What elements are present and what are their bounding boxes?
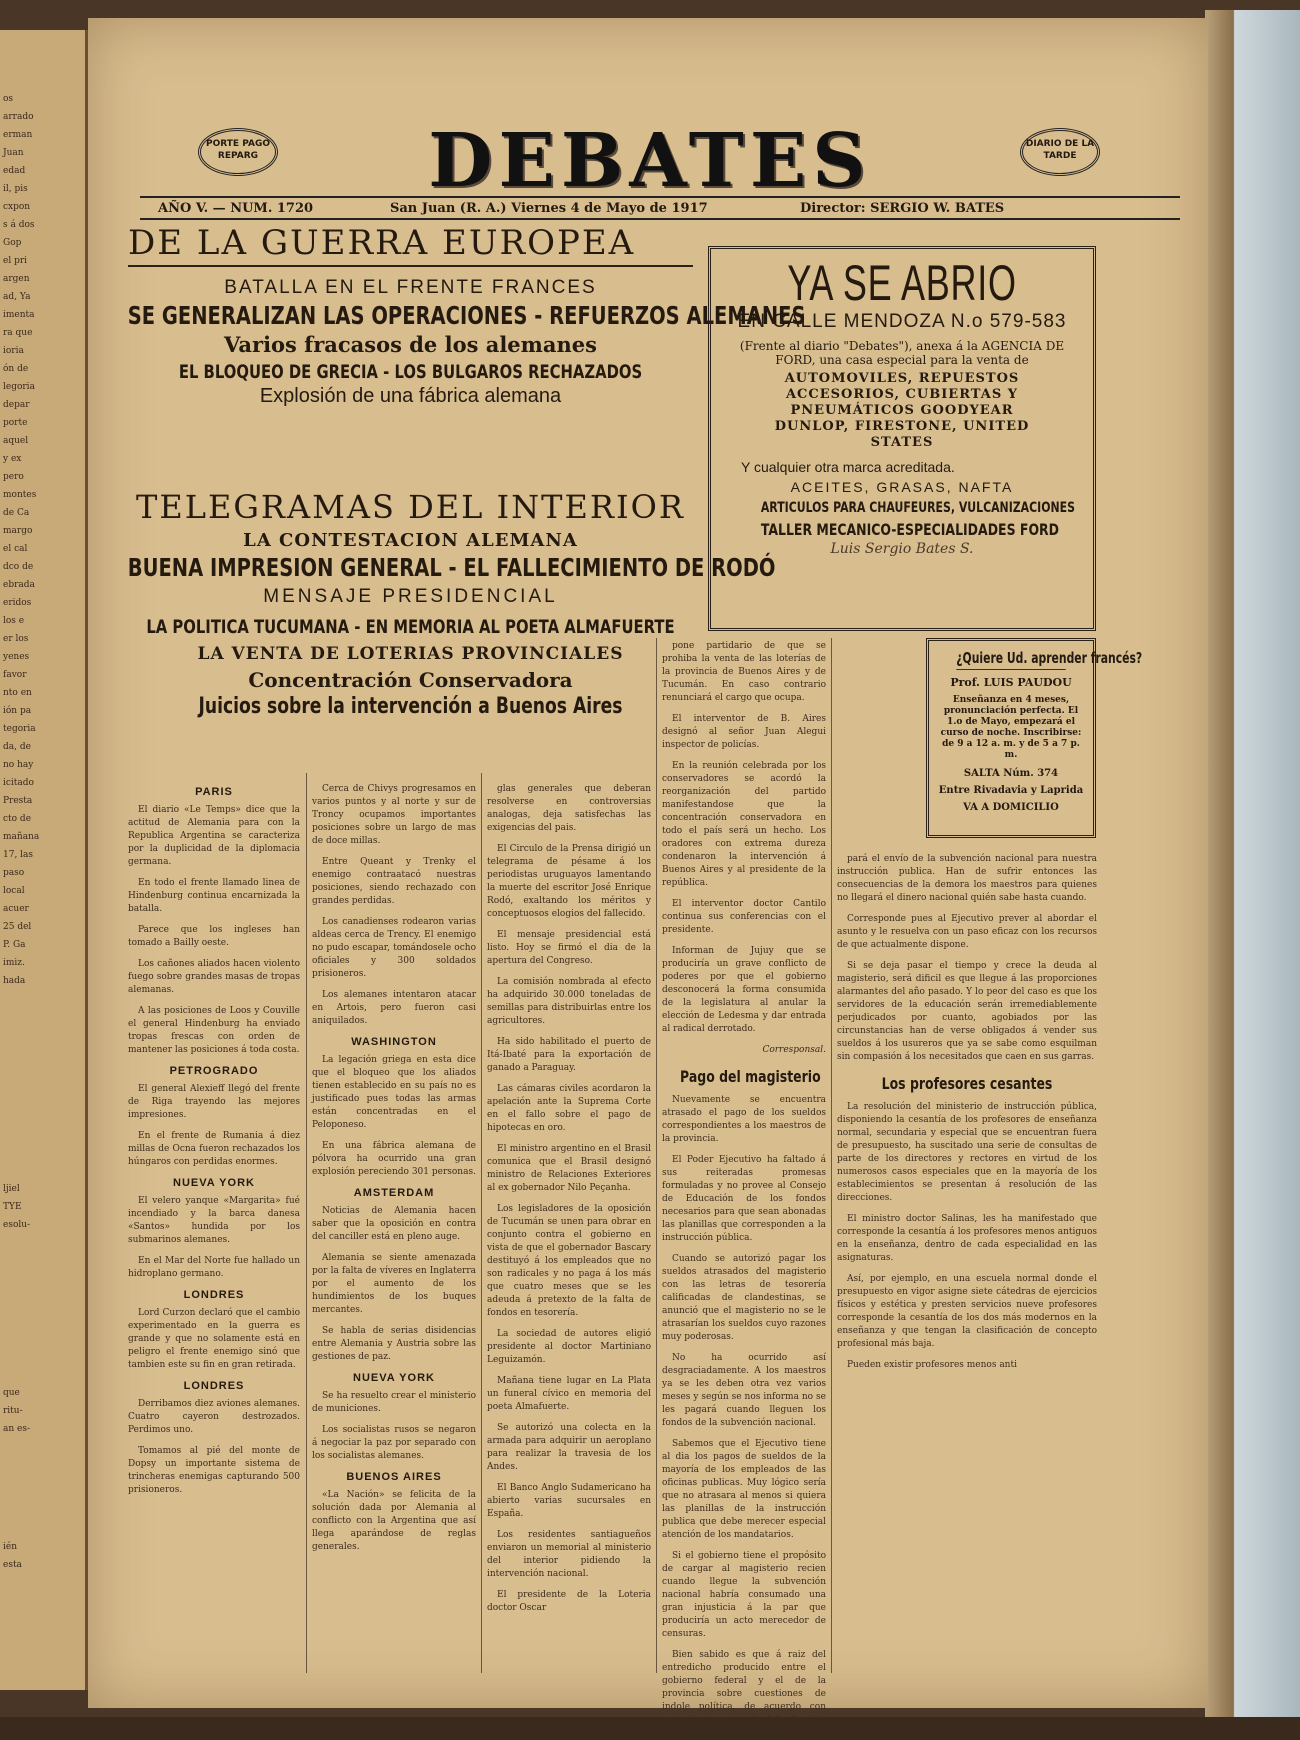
left-page-fragment: pero bbox=[3, 472, 24, 482]
right-page-edge bbox=[1205, 10, 1300, 1717]
column-5 bbox=[837, 853, 1097, 1678]
left-page-fragment: Juan bbox=[3, 148, 24, 158]
paragraph: pará el envío de la subvención nacional para nuestra instrucción publica. Han de sufrir entonces las consecuencias de la demora los maestros para quienes no llegará el dinero nacional quién sabe hasta cuando. bbox=[837, 854, 1097, 903]
paragraph: Noticias de Alemania hacen saber que la oposición en contra del canciller está en pleno auge. bbox=[312, 1206, 476, 1242]
left-page-fragment: ebrada bbox=[3, 580, 35, 590]
french-ad-home: VA A DOMICILIO bbox=[963, 802, 1059, 813]
paragraph: Cuando se autorizó pagar los sueldos atrasados del magisterio con las letras de tesorería calificadas de clandestinas, se anunció que el magisterio no se le atrasarían los sueldos cuyo razones muy poderosas. bbox=[662, 1254, 826, 1342]
left-page-fragment: aquel bbox=[3, 436, 29, 446]
paragraph: El ministro argentino en el Brasil comunica que el Brasil designó ministro de Relaciones Exteriores al ex gobernador Nilo Peçanha. bbox=[487, 1144, 651, 1193]
left-page-fragment: erman bbox=[3, 130, 33, 140]
year-number: AÑO V. — NUM. 1720 bbox=[158, 201, 314, 216]
ad-text-6: TALLER MECANICO-ESPECIALIDADES FORD bbox=[760, 520, 1060, 539]
left-page-fragment: hada bbox=[3, 976, 26, 986]
column-3 bbox=[487, 783, 651, 1678]
paragraph: En el frente de Rumania á diez millas de Ocna fueron rechazados los húngaros con perdidas enormes. bbox=[128, 1131, 300, 1167]
headline-g4: EL BLOQUEO DE GRECIA - LOS BULGAROS RECHAZADOS bbox=[178, 361, 643, 383]
column-1 bbox=[128, 778, 300, 1678]
headline-g5: Explosión de una fábrica alemana bbox=[259, 385, 562, 407]
headline-i4: LA POLITICA TUCUMANA - EN MEMORIA AL POETA ALMAFUERTE bbox=[146, 616, 675, 638]
left-page-fragment: TYE bbox=[3, 1202, 22, 1212]
paragraph: Alemania se siente amenazada por la falta de víveres en Inglaterra por el aumento de los hundimientos de los buques mercantes. bbox=[312, 1253, 476, 1315]
paragraph: Los cañones aliados hacen violento fuego sobre grandes masas de tropas alemanas. bbox=[128, 959, 300, 995]
left-page-fragment: que bbox=[3, 1388, 20, 1398]
left-page-fragment: Gop bbox=[3, 238, 22, 248]
left-page-fragment: nto en bbox=[3, 688, 32, 698]
paragraph: Así, por ejemplo, en una escuela normal donde el presupuesto en vigor asigne siete cátedras de ejercicios físicos y estética y presten servicios nueve profesores corresponde la cesantía de los dos más modernos en la enseñanza y que tengan la clasificación de concepto profesional más baja. bbox=[837, 1274, 1097, 1349]
left-page-fragment: los e bbox=[3, 616, 25, 626]
left-page-fragment: 25 del bbox=[3, 922, 32, 932]
paragraph: Bien sabido es que á raiz del entredicho producido entre el gobierno federal y el de la provincia sobre cuestiones de indole política, de acuerdo con anuncios que así del dominio publico, se supo que dicho bbox=[662, 1650, 826, 1738]
paragraph: Los alemanes intentaron atacar en Artois, pero fueron casi aniquilados. bbox=[312, 990, 476, 1026]
left-page-fragment: porte bbox=[3, 418, 28, 428]
dateline bbox=[140, 196, 1180, 220]
left-page-fragment: ljiel bbox=[3, 1184, 20, 1194]
ad-text-4: ACEITES, GRASAS, NAFTA bbox=[790, 479, 1014, 495]
headline-i5: LA VENTA DE LOTERIAS PROVINCIALES bbox=[197, 644, 624, 664]
masthead bbox=[140, 118, 1180, 228]
left-page-fragment: acuer bbox=[3, 904, 29, 914]
headline-g3: Varios fracasos de los alemanes bbox=[224, 332, 597, 357]
newspaper-name: DEBATES bbox=[428, 118, 872, 204]
headline-i7: Juicios sobre la intervención a Buenos Aires bbox=[198, 694, 623, 719]
paragraph: El Banco Anglo Sudamericano ha abierto varias sucursales en España. bbox=[487, 1483, 651, 1519]
paragraph: Cerca de Chivys progresamos en varios puntos y al norte y sur de Troncy ocupamos importantes posiciones sobre un largo de mas de doce millas. bbox=[312, 784, 476, 846]
war-headline-block bbox=[127, 223, 806, 503]
headline-interior: TELEGRAMAS DEL INTERIOR bbox=[136, 488, 685, 526]
paragraph: Mañana tiene lugar en La Plata un funeral cívico en memoria del poeta Almafuerte. bbox=[487, 1376, 651, 1412]
headline-g1: BATALLA EN EL FRENTE FRANCES bbox=[224, 277, 597, 298]
left-page-fragment: da, de bbox=[3, 742, 31, 752]
left-page-fragment: legoria bbox=[3, 382, 35, 392]
left-page-fragment: s á dos bbox=[3, 220, 35, 230]
left-page-fragment: cto de bbox=[3, 814, 32, 824]
ad-text-3: Y cualquier otra marca acreditada. bbox=[741, 459, 955, 475]
paragraph: Los legisladores de la oposición de Tucumán se unen para obrar en conjunto contra el gobierno en vista de que el gobernador Bascary destituyó á los empleados que no son radicales y no paga á los más que cuatro meses que se les adeuda á pretexto de la falta de fondos en tesorería. bbox=[487, 1204, 651, 1318]
column-2 bbox=[312, 783, 476, 1678]
paragraph: Derribamos diez aviones alemanes. Cuatro cayeron destrozados. Perdimos uno. bbox=[128, 1399, 300, 1435]
section-profesores-cesantes: Los profesores cesantes bbox=[881, 1074, 1053, 1093]
left-page-fragment: yenes bbox=[3, 652, 30, 662]
paragraph: No ha ocurrido así desgraciadamente. A los maestros ya se les deben otra vez varios meses y según se nos informa no se les pagará cuando lleguen los fondos de la subvención nacional. bbox=[662, 1353, 826, 1428]
french-ad-title: ¿Quiere Ud. aprender francés? bbox=[956, 649, 1065, 670]
left-page-fragment: er los bbox=[3, 634, 29, 644]
french-ad-details: Enseñanza en 4 meses, pronunciación perfecta. El 1.o de Mayo, empezará el curso de noche. Inscribirse: de 9 a 12 a. m. y de 5 a 7 p. m. bbox=[940, 695, 1082, 760]
left-page-fragment: favor bbox=[3, 670, 27, 680]
left-page-fragment: montes bbox=[3, 490, 37, 500]
paragraph: Entre Queant y Trenky el enemigo contraatacó nuestras posiciones, siendo rechazado con grandes perdidas. bbox=[312, 857, 476, 906]
left-page-fragment: esolu- bbox=[3, 1220, 31, 1230]
ad-text-2: AUTOMOVILES, REPUESTOS ACCESORIOS, CUBIERTAS Y PNEUMÁTICOS GOODYEAR DUNLOP, FIRESTONE, UNITED STATES bbox=[774, 371, 1030, 450]
paragraph: Lord Curzon declaró que el cambio experimentado en la guerra es grande y que no solamente está en peligro el frente enemigo sinó que tambien este su fin en gran retirada. bbox=[128, 1308, 300, 1370]
section-paris: PARIS bbox=[195, 786, 233, 798]
left-page-fragment: imiz. bbox=[3, 958, 25, 968]
paragraph: Se autorizó una colecta en la armada para adquirir un aeroplano para realizar la travesia de los Andes. bbox=[487, 1423, 651, 1472]
section-petrogrado: PETROGRADO bbox=[169, 1065, 259, 1077]
left-page-fragment: depar bbox=[3, 400, 30, 410]
paragraph: En la reunión celebrada por los conservadores se acordó la reorganización del partido manifestandose que la concentración conservadora en todo el país será un hecho. Los oradores con extrema dureza condenaron la intervención á Buenos Aires y al presidente de la república. bbox=[662, 761, 826, 888]
paragraph: Se ha resuelto crear el ministerio de municiones. bbox=[312, 1391, 476, 1414]
paragraph: En el Mar del Norte fue hallado un hidroplano germano. bbox=[128, 1256, 300, 1279]
left-page-fragment: margo bbox=[3, 526, 33, 536]
paragraph: El velero yanque «Margarita» fué incendiado y la barca danesa «Santos» hundida por los submarinos alemanes. bbox=[128, 1196, 300, 1245]
left-page-fragment: ritu- bbox=[3, 1406, 23, 1416]
left-page-fragment: edad bbox=[3, 166, 26, 176]
seal-left-text: PORTE PAGO bbox=[206, 139, 270, 149]
column-rule bbox=[306, 773, 307, 1673]
ad-text-5: ARTICULOS PARA CHAUFEURES, VULCANIZACIONES bbox=[760, 500, 1075, 516]
left-page-fragment: ioria bbox=[3, 346, 24, 356]
left-page-fragment: ón de bbox=[3, 364, 29, 374]
french-ad-between: Entre Rivadavia y Laprida bbox=[938, 785, 1084, 796]
column-rule bbox=[656, 638, 657, 1673]
left-page-fragment: ién bbox=[3, 1542, 18, 1552]
paragraph: Tomamos al pié del monte de Dopsy un importante sistema de trincheras enemigas capturando 500 prisioneros. bbox=[128, 1446, 300, 1495]
paragraph: Ha sido habilitado el puerto de Itá-Ibaté para la exportación de ganado a Paraguay. bbox=[487, 1037, 651, 1073]
left-page-fragment: Presta bbox=[3, 796, 33, 806]
paragraph: glas generales que deberan resolverse en controversias analogas, deja satisfechas las exigencias del pais. bbox=[487, 784, 651, 833]
paragraph: «La Nación» se felicita de la solución dada por Alemania al conflicto con la Argentina que así llega aparándose de reglas generales. bbox=[312, 1490, 476, 1552]
paragraph: La sociedad de autores eligió presidente al doctor Martiniano Leguizamón. bbox=[487, 1329, 651, 1365]
paragraph: La comisión nombrada al efecto ha adquirido 30.000 toneladas de semillas para distribuirlas entre los agricultores. bbox=[487, 977, 651, 1026]
left-page-fragment: el cal bbox=[3, 544, 28, 554]
left-page-fragment: os bbox=[3, 94, 14, 104]
paragraph: El Circulo de la Prensa dirigió un telegrama de pésame á los periodistas uruguayos lamentando la muerte del escritor José Enrique Rodó, exaltando los méritos y conceptuosos elogios del fallecido. bbox=[487, 844, 651, 919]
left-page-edge bbox=[0, 30, 88, 1690]
ad-title: YA SE ABRIO bbox=[787, 255, 1017, 311]
left-page-fragment: cxpon bbox=[3, 202, 31, 212]
section-nueva-york: NUEVA YORK bbox=[353, 1372, 435, 1384]
left-page-fragment: esta bbox=[3, 1560, 22, 1570]
section-nueva-york: NUEVA YORK bbox=[173, 1177, 255, 1189]
left-page-fragment: ad, Ya bbox=[3, 292, 31, 302]
column-4 bbox=[662, 640, 826, 1738]
paragraph: A las posiciones de Loos y Couville el general Hindenburg ha enviado tropas frescas con orden de mantener las posiciones á toda costa. bbox=[128, 1006, 300, 1055]
left-page-fragment: P. Ga bbox=[3, 940, 26, 950]
diario-seal: DIARIO DE LA TARDE bbox=[1020, 128, 1100, 176]
headline-guerra: DE LA GUERRA EUROPEA bbox=[128, 223, 636, 263]
left-page-fragment: de Ca bbox=[3, 508, 30, 518]
paragraph: pone partidario de que se prohiba la venta de las loterías de la provincia de Buenos Aires y de Tucumán. En caso contrario renunciará el cargo que ocupa. bbox=[662, 641, 826, 703]
paragraph: Las cámaras civiles acordaron la apelación ante la Suprema Corte en el fallo sobre el pago de hipotecas en oro. bbox=[487, 1084, 651, 1133]
section-amsterdam: AMSTERDAM bbox=[353, 1187, 435, 1199]
paragraph: Si el gobierno tiene el propósito de cargar al magisterio recien cuando llegue la subvención nacional habría consumado una gran injusticia á la par que produciría un acto merecedor de censuras. bbox=[662, 1551, 826, 1639]
paragraph: El ministro doctor Salinas, les ha manifestado que corresponde la cesantía á los profesores menos antiguos en la enseñanza, dentro de cada especialidad en las asignaturas. bbox=[837, 1214, 1097, 1263]
left-page-fragment: an es- bbox=[3, 1424, 31, 1434]
paragraph: Los residentes santiagueños enviaron un memorial al ministerio del interior pidiendo la intervención nacional. bbox=[487, 1530, 651, 1579]
ad-signature: Luis Sergio Bates S. bbox=[830, 541, 974, 557]
left-page-fragment: mañana bbox=[3, 832, 40, 842]
newspaper-page bbox=[88, 18, 1208, 1738]
section-londres: LONDRES bbox=[183, 1289, 245, 1301]
divider bbox=[128, 265, 693, 267]
paragraph: Se habla de serias disidencias entre Alemania y Austria sobre las gestiones de paz. bbox=[312, 1326, 476, 1362]
headline-i3: MENSAJE PRESIDENCIAL bbox=[263, 586, 558, 607]
left-page-fragment: local bbox=[3, 886, 25, 896]
section-pago-magisterio: Pago del magisterio bbox=[680, 1067, 821, 1086]
paragraph: El mensaje presidencial está listo. Hoy se firmó el dia de la apertura del Congreso. bbox=[487, 930, 651, 966]
left-page-fragment: imenta bbox=[3, 310, 35, 320]
paragraph: Corresponde pues al Ejecutivo prever al abordar el asunto y le resuelva con un paso eficaz con los recursos de que actualmente dispone. bbox=[837, 914, 1097, 950]
paragraph: Los socialistas rusos se negaron á negociar la paz por separado con los socialistas alemanes. bbox=[312, 1425, 476, 1461]
paragraph: El general Alexieff llegó del frente de Riga trayendo las mejores impresiones. bbox=[128, 1084, 300, 1120]
paragraph: El Poder Ejecutivo ha faltado á sus reiteradas promesas formuladas y no provee al Consejo de Educación de los fondos necesarios para que sean abonadas las planillas que corresponden a la instrucción pública. bbox=[662, 1155, 826, 1243]
left-page-fragment: ra que bbox=[3, 328, 33, 338]
paragraph: Los canadienses rodearon varias aldeas cerca de Trency. El enemigo no pudo escapar, tomándosele ocho oficiales y 300 soldados prisioneros. bbox=[312, 917, 476, 979]
paragraph: Parece que los ingleses han tomado a Bailly oeste. bbox=[128, 925, 300, 948]
left-page-fragment: icitado bbox=[3, 778, 34, 788]
paragraph: La resolución del ministerio de instrucción pública, disponiendo la cesantía de los profesores de enseñanza normal, secundaria y especial que se encuentran fuera de presupuesto, ha suscitado una serie de consultas de parte de los directores y rectores en virtud de los numerosos casos especiales que en la mayoría de los establecimientos se presentan á resolución de las direcciones. bbox=[837, 1102, 1097, 1203]
french-ad-address: SALTA Núm. 374 bbox=[963, 768, 1059, 779]
left-page-fragment: y ex bbox=[3, 454, 22, 464]
correspondent: Corresponsal. bbox=[762, 1045, 826, 1055]
paragraph: Informan de Jujuy que se produciría un grave conflicto de poderes por que el gobierno desconocerá la forma consumida de la legislatura al anular la elección de Ledesma y dar entrada al radical derrotado. bbox=[662, 946, 826, 1034]
left-page-fragment: arrado bbox=[3, 112, 34, 122]
section-washington: WASHINGTON bbox=[351, 1036, 437, 1048]
paragraph: Nuevamente se encuentra atrasado el pago de los sueldos correspondientes a los maestros de la provincia. bbox=[662, 1095, 826, 1144]
left-page-fragment: tegoria bbox=[3, 724, 36, 734]
column-rule bbox=[831, 638, 832, 1673]
left-page-fragment: dco de bbox=[3, 562, 34, 572]
paragraph: En una fábrica alemana de pólvora ha ocurrido una gran explosión pereciendo 301 personas. bbox=[312, 1141, 476, 1177]
headline-i6: Concentración Conservadora bbox=[248, 668, 573, 692]
headline-i1: LA CONTESTACION ALEMANA bbox=[243, 530, 578, 551]
french-ad-teacher: Prof. LUIS PAUDOU bbox=[950, 676, 1072, 689]
paragraph: El presidente de la Loteria doctor Oscar bbox=[487, 1590, 651, 1613]
paragraph: El diario «Le Temps» dice que la actitud de Alemania para con la Republica Argentina se caracteriza por la duplicidad de la diplomacia germana. bbox=[128, 805, 300, 867]
paragraph: El interventor de B. Aires designó al señor Juan Alegui inspector de policías. bbox=[662, 714, 826, 750]
ad-address: EN CALLE MENDOZA N.o 579-583 bbox=[737, 311, 1067, 332]
headline-i2: BUENA IMPRESION GENERAL - EL FALLECIMIENTO DE RODÓ bbox=[127, 553, 776, 582]
left-page-fragment: ión pa bbox=[3, 706, 32, 716]
paragraph: Pueden existir profesores menos anti bbox=[847, 1360, 1017, 1370]
ford-agency-ad bbox=[708, 246, 1096, 631]
place-date: San Juan (R. A.) Viernes 4 de Mayo de 1917 bbox=[390, 201, 708, 216]
left-page-fragment: argen bbox=[3, 274, 30, 284]
left-page-fragment: 17, las bbox=[3, 850, 34, 860]
left-page-fragment: no hay bbox=[3, 760, 34, 770]
french-lessons-ad bbox=[926, 638, 1143, 838]
paragraph: En todo el frente llamado linea de Hindenburg continua encarnizada la batalla. bbox=[128, 878, 300, 914]
left-page-fragment: paso bbox=[3, 868, 25, 878]
paragraph: Si se deja pasar el tiempo y crece la deuda al magisterio, será dificil es que llegue á las proporciones alarmantes del año pasado. Y lo peor del caso es que los servidores de la educación serán irremediablemente perjudicados por cuanto, agobiados por las circunstancias han de verse obligados á vender sus sueldos á los usureros que ya se sabe como esquilman sin compasión á los necesitados que caen en sus garras. bbox=[837, 961, 1097, 1062]
paragraph: Sabemos que el Ejecutivo tiene al dia los pagos de sueldos de la mayoría de los empleados de las oficinas publicas. Muy lógico sería que no atrasara al menos si quiera las planillas de la instrucción publica que debe merecer especial atención de los mandatarios. bbox=[662, 1439, 826, 1540]
left-page-fragment: il, pis bbox=[3, 184, 28, 194]
left-page-fragment: eridos bbox=[3, 598, 32, 608]
headline-g2: SE GENERALIZAN LAS OPERACIONES - REFUERZOS ALEMANES bbox=[127, 301, 806, 330]
column-rule bbox=[481, 773, 482, 1673]
section-londres-2: LONDRES bbox=[183, 1380, 245, 1392]
seal-left-sub: REPARG bbox=[217, 151, 259, 161]
section-buenos-aires: BUENOS AIRES bbox=[346, 1471, 442, 1483]
ad-text-1: (Frente al diario "Debates"), anexa á la AGENCIA DE FORD, una casa especial para la venta de bbox=[739, 339, 1065, 367]
paragraph: El interventor doctor Cantilo continua sus conferencias con el presidente. bbox=[662, 899, 826, 935]
left-page-fragment: el pri bbox=[3, 256, 28, 266]
paragraph: La legación griega en esta dice que el bloqueo que los aliados tienen establecido en su país no es justificado pues todas las armas están concentradas en el Peloponeso. bbox=[312, 1055, 476, 1130]
porte-pago-seal bbox=[198, 128, 278, 176]
director: Director: SERGIO W. BATES bbox=[800, 201, 1005, 216]
